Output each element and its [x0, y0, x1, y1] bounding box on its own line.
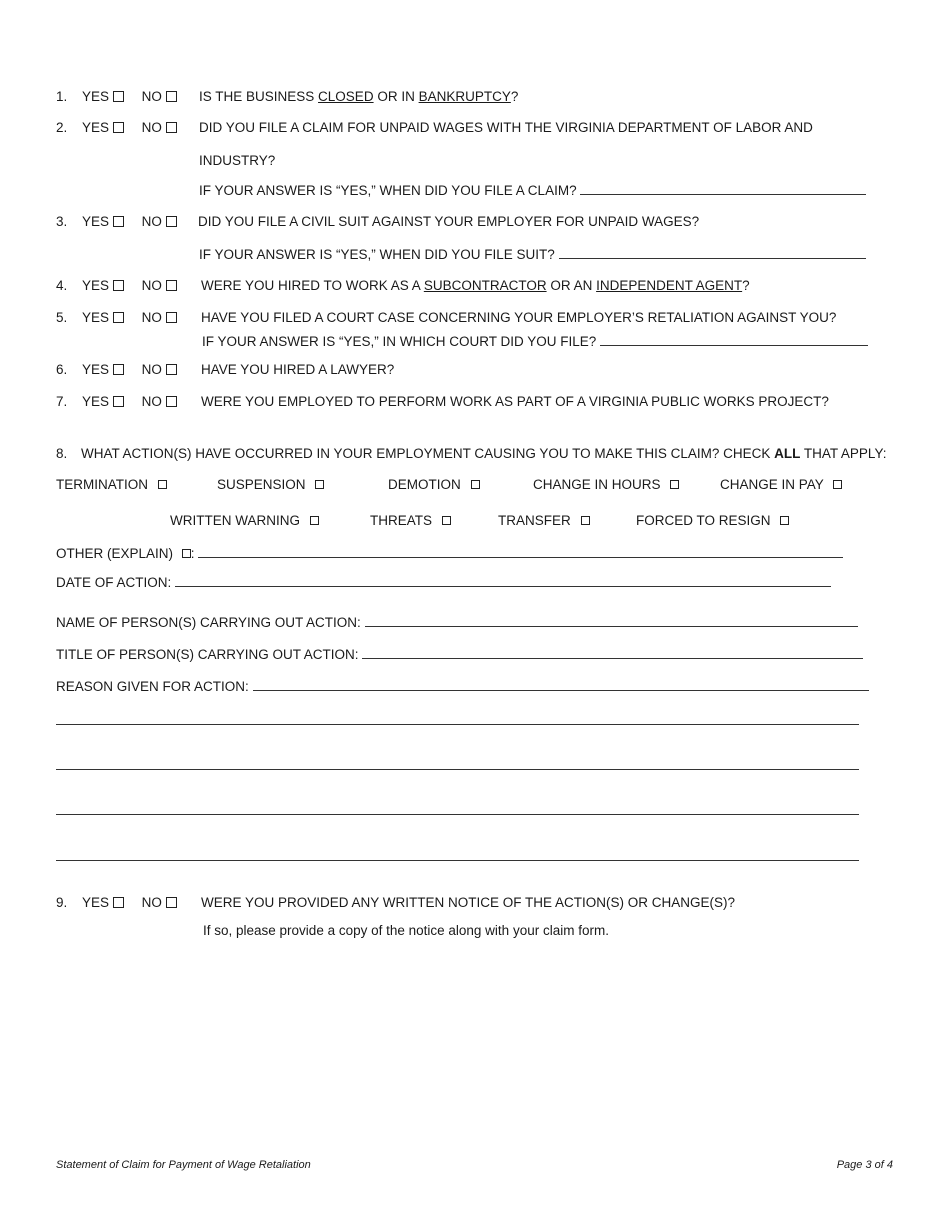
yes-label: YES — [82, 394, 110, 409]
option-termination[interactable] — [56, 477, 167, 492]
colon: : — [190, 546, 195, 561]
followup-label: IF YOUR ANSWER IS “YES,” WHEN DID YOU FILE A CLAIM? — [199, 183, 577, 198]
option-label: THREATS — [370, 513, 433, 528]
other-explain-field[interactable] — [198, 545, 843, 558]
question-number: 7. — [56, 394, 68, 409]
question-3 — [56, 214, 177, 229]
no-checkbox[interactable] — [166, 396, 177, 407]
reason-line[interactable] — [56, 814, 859, 815]
option-label: WRITTEN WARNING — [170, 513, 300, 528]
question-4-text — [201, 278, 750, 293]
option-label: SUSPENSION — [217, 477, 306, 492]
name-of-person-row — [56, 614, 858, 630]
question-text-closed: CLOSED — [318, 89, 374, 104]
yes-checkbox[interactable] — [113, 122, 124, 133]
question-number: 3. — [56, 214, 68, 229]
question-6-text: HAVE YOU HIRED A LAWYER? — [201, 362, 395, 377]
option-suspension[interactable] — [217, 477, 324, 492]
yes-label: YES — [82, 120, 110, 135]
yes-label: YES — [82, 895, 110, 910]
yes-checkbox[interactable] — [113, 396, 124, 407]
other-checkbox[interactable] — [182, 549, 191, 558]
option-transfer[interactable] — [498, 513, 590, 528]
yes-label: YES — [82, 89, 110, 104]
question-5 — [56, 310, 177, 325]
option-checkbox[interactable] — [315, 480, 324, 489]
question-text-all: ALL — [774, 446, 801, 461]
question-number: 6. — [56, 362, 68, 377]
question-text: WERE YOU HIRED TO WORK AS A — [201, 278, 424, 293]
question-2-text-cont: INDUSTRY? — [199, 153, 276, 168]
title-label: TITLE OF PERSON(S) CARRYING OUT ACTION: — [56, 647, 359, 662]
question-4 — [56, 278, 177, 293]
reason-label: REASON GIVEN FOR ACTION: — [56, 679, 249, 694]
option-change-in-hours[interactable] — [533, 477, 679, 492]
footer-title: Statement of Claim for Payment of Wage Retaliation — [56, 1159, 311, 1171]
no-checkbox[interactable] — [166, 216, 177, 227]
question-1 — [56, 89, 177, 104]
no-checkbox[interactable] — [166, 122, 177, 133]
option-demotion[interactable] — [388, 477, 480, 492]
option-checkbox[interactable] — [833, 480, 842, 489]
yes-checkbox[interactable] — [113, 280, 124, 291]
footer-page-number: Page 3 of 4 — [836, 1159, 893, 1171]
option-forced-to-resign[interactable] — [636, 513, 789, 528]
question-text: THAT APPLY: — [800, 446, 887, 461]
question-2 — [56, 120, 177, 135]
question-number: 2. — [56, 120, 68, 135]
question-7 — [56, 394, 177, 409]
no-label: NO — [141, 120, 162, 135]
question-text-bankruptcy: BANKRUPTCY — [418, 89, 511, 104]
no-label: NO — [141, 310, 162, 325]
option-label: TRANSFER — [498, 513, 571, 528]
question-text: OR IN — [373, 89, 419, 104]
no-label: NO — [141, 278, 162, 293]
option-checkbox[interactable] — [442, 516, 451, 525]
question-7-text: WERE YOU EMPLOYED TO PERFORM WORK AS PART OF A VIRGINIA PUBLIC WORKS PROJECT? — [201, 394, 829, 409]
question-text: ? — [742, 278, 750, 293]
question-2-followup — [199, 182, 866, 198]
question-number: 5. — [56, 310, 68, 325]
question-text: IS THE BUSINESS — [199, 89, 319, 104]
question-2-text: DID YOU FILE A CLAIM FOR UNPAID WAGES WITH THE VIRGINIA DEPARTMENT OF LABOR AND — [199, 120, 813, 135]
other-explain-row — [56, 545, 843, 561]
reason-field[interactable] — [253, 678, 869, 691]
no-label: NO — [141, 362, 162, 377]
question-3-followup — [199, 246, 866, 262]
yes-checkbox[interactable] — [113, 91, 124, 102]
question-3-text: DID YOU FILE A CIVIL SUIT AGAINST YOUR EMPLOYER FOR UNPAID WAGES? — [198, 214, 700, 229]
option-checkbox[interactable] — [670, 480, 679, 489]
question-9 — [56, 895, 177, 910]
no-label: NO — [141, 895, 162, 910]
no-checkbox[interactable] — [166, 280, 177, 291]
option-checkbox[interactable] — [581, 516, 590, 525]
no-label: NO — [141, 214, 162, 229]
date-of-action-row — [56, 574, 831, 590]
no-checkbox[interactable] — [166, 312, 177, 323]
reason-line[interactable] — [56, 724, 859, 725]
yes-checkbox[interactable] — [113, 897, 124, 908]
option-checkbox[interactable] — [310, 516, 319, 525]
question-number: 1. — [56, 89, 68, 104]
no-checkbox[interactable] — [166, 897, 177, 908]
no-label: NO — [141, 89, 162, 104]
name-of-person-field[interactable] — [365, 614, 858, 627]
reason-line[interactable] — [56, 860, 859, 861]
yes-label: YES — [82, 310, 110, 325]
title-of-person-row — [56, 646, 863, 662]
question-text: OR AN — [546, 278, 597, 293]
yes-label: YES — [82, 214, 110, 229]
question-5-followup — [202, 333, 868, 349]
no-label: NO — [141, 394, 162, 409]
yes-checkbox[interactable] — [113, 216, 124, 227]
title-of-person-field[interactable] — [362, 646, 863, 659]
option-label: CHANGE IN HOURS — [533, 477, 661, 492]
other-label: OTHER (EXPLAIN) — [56, 546, 174, 561]
claim-date-field[interactable] — [580, 182, 866, 195]
date-of-action-field[interactable] — [175, 574, 831, 587]
question-5-text: HAVE YOU FILED A COURT CASE CONCERNING YOUR EMPLOYER’S RETALIATION AGAINST YOU? — [201, 310, 837, 325]
question-text: ? — [510, 89, 519, 104]
option-written-warning[interactable] — [170, 513, 319, 528]
court-field[interactable] — [600, 333, 868, 346]
option-checkbox[interactable] — [158, 480, 167, 489]
yes-label: YES — [82, 278, 110, 293]
question-number: 9. — [56, 895, 68, 910]
date-label: DATE OF ACTION: — [56, 575, 172, 590]
question-text-subcontractor: SUBCONTRACTOR — [423, 278, 547, 293]
question-8-text — [56, 446, 886, 461]
followup-label: IF YOUR ANSWER IS “YES,” WHEN DID YOU FILE SUIT? — [199, 247, 555, 262]
yes-checkbox[interactable] — [113, 364, 124, 375]
option-label: FORCED TO RESIGN — [636, 513, 771, 528]
suit-date-field[interactable] — [559, 246, 866, 259]
question-9-text: WERE YOU PROVIDED ANY WRITTEN NOTICE OF THE ACTION(S) OR CHANGE(S)? — [201, 895, 736, 910]
option-checkbox[interactable] — [471, 480, 480, 489]
name-label: NAME OF PERSON(S) CARRYING OUT ACTION: — [56, 615, 361, 630]
option-label: TERMINATION — [56, 477, 148, 492]
no-checkbox[interactable] — [166, 364, 177, 375]
question-text-independent-agent: INDEPENDENT AGENT — [596, 278, 743, 293]
question-6 — [56, 362, 177, 377]
reason-row — [56, 678, 869, 694]
followup-label: IF YOUR ANSWER IS “YES,” IN WHICH COURT DID YOU FILE? — [202, 334, 597, 349]
option-label: DEMOTION — [388, 477, 461, 492]
option-label: CHANGE IN PAY — [720, 477, 824, 492]
option-checkbox[interactable] — [780, 516, 789, 525]
question-number: 4. — [56, 278, 68, 293]
question-text: WHAT ACTION(S) HAVE OCCURRED IN YOUR EMPLOYMENT CAUSING YOU TO MAKE THIS CLAIM? CHECK — [81, 446, 775, 461]
option-threats[interactable] — [370, 513, 451, 528]
no-checkbox[interactable] — [166, 91, 177, 102]
question-number: 8. — [56, 446, 68, 461]
yes-checkbox[interactable] — [113, 312, 124, 323]
option-change-in-pay[interactable] — [720, 477, 842, 492]
yes-label: YES — [82, 362, 110, 377]
question-1-text — [199, 89, 518, 104]
reason-line[interactable] — [56, 769, 859, 770]
question-9-note: If so, please provide a copy of the notice along with your claim form. — [203, 923, 609, 938]
